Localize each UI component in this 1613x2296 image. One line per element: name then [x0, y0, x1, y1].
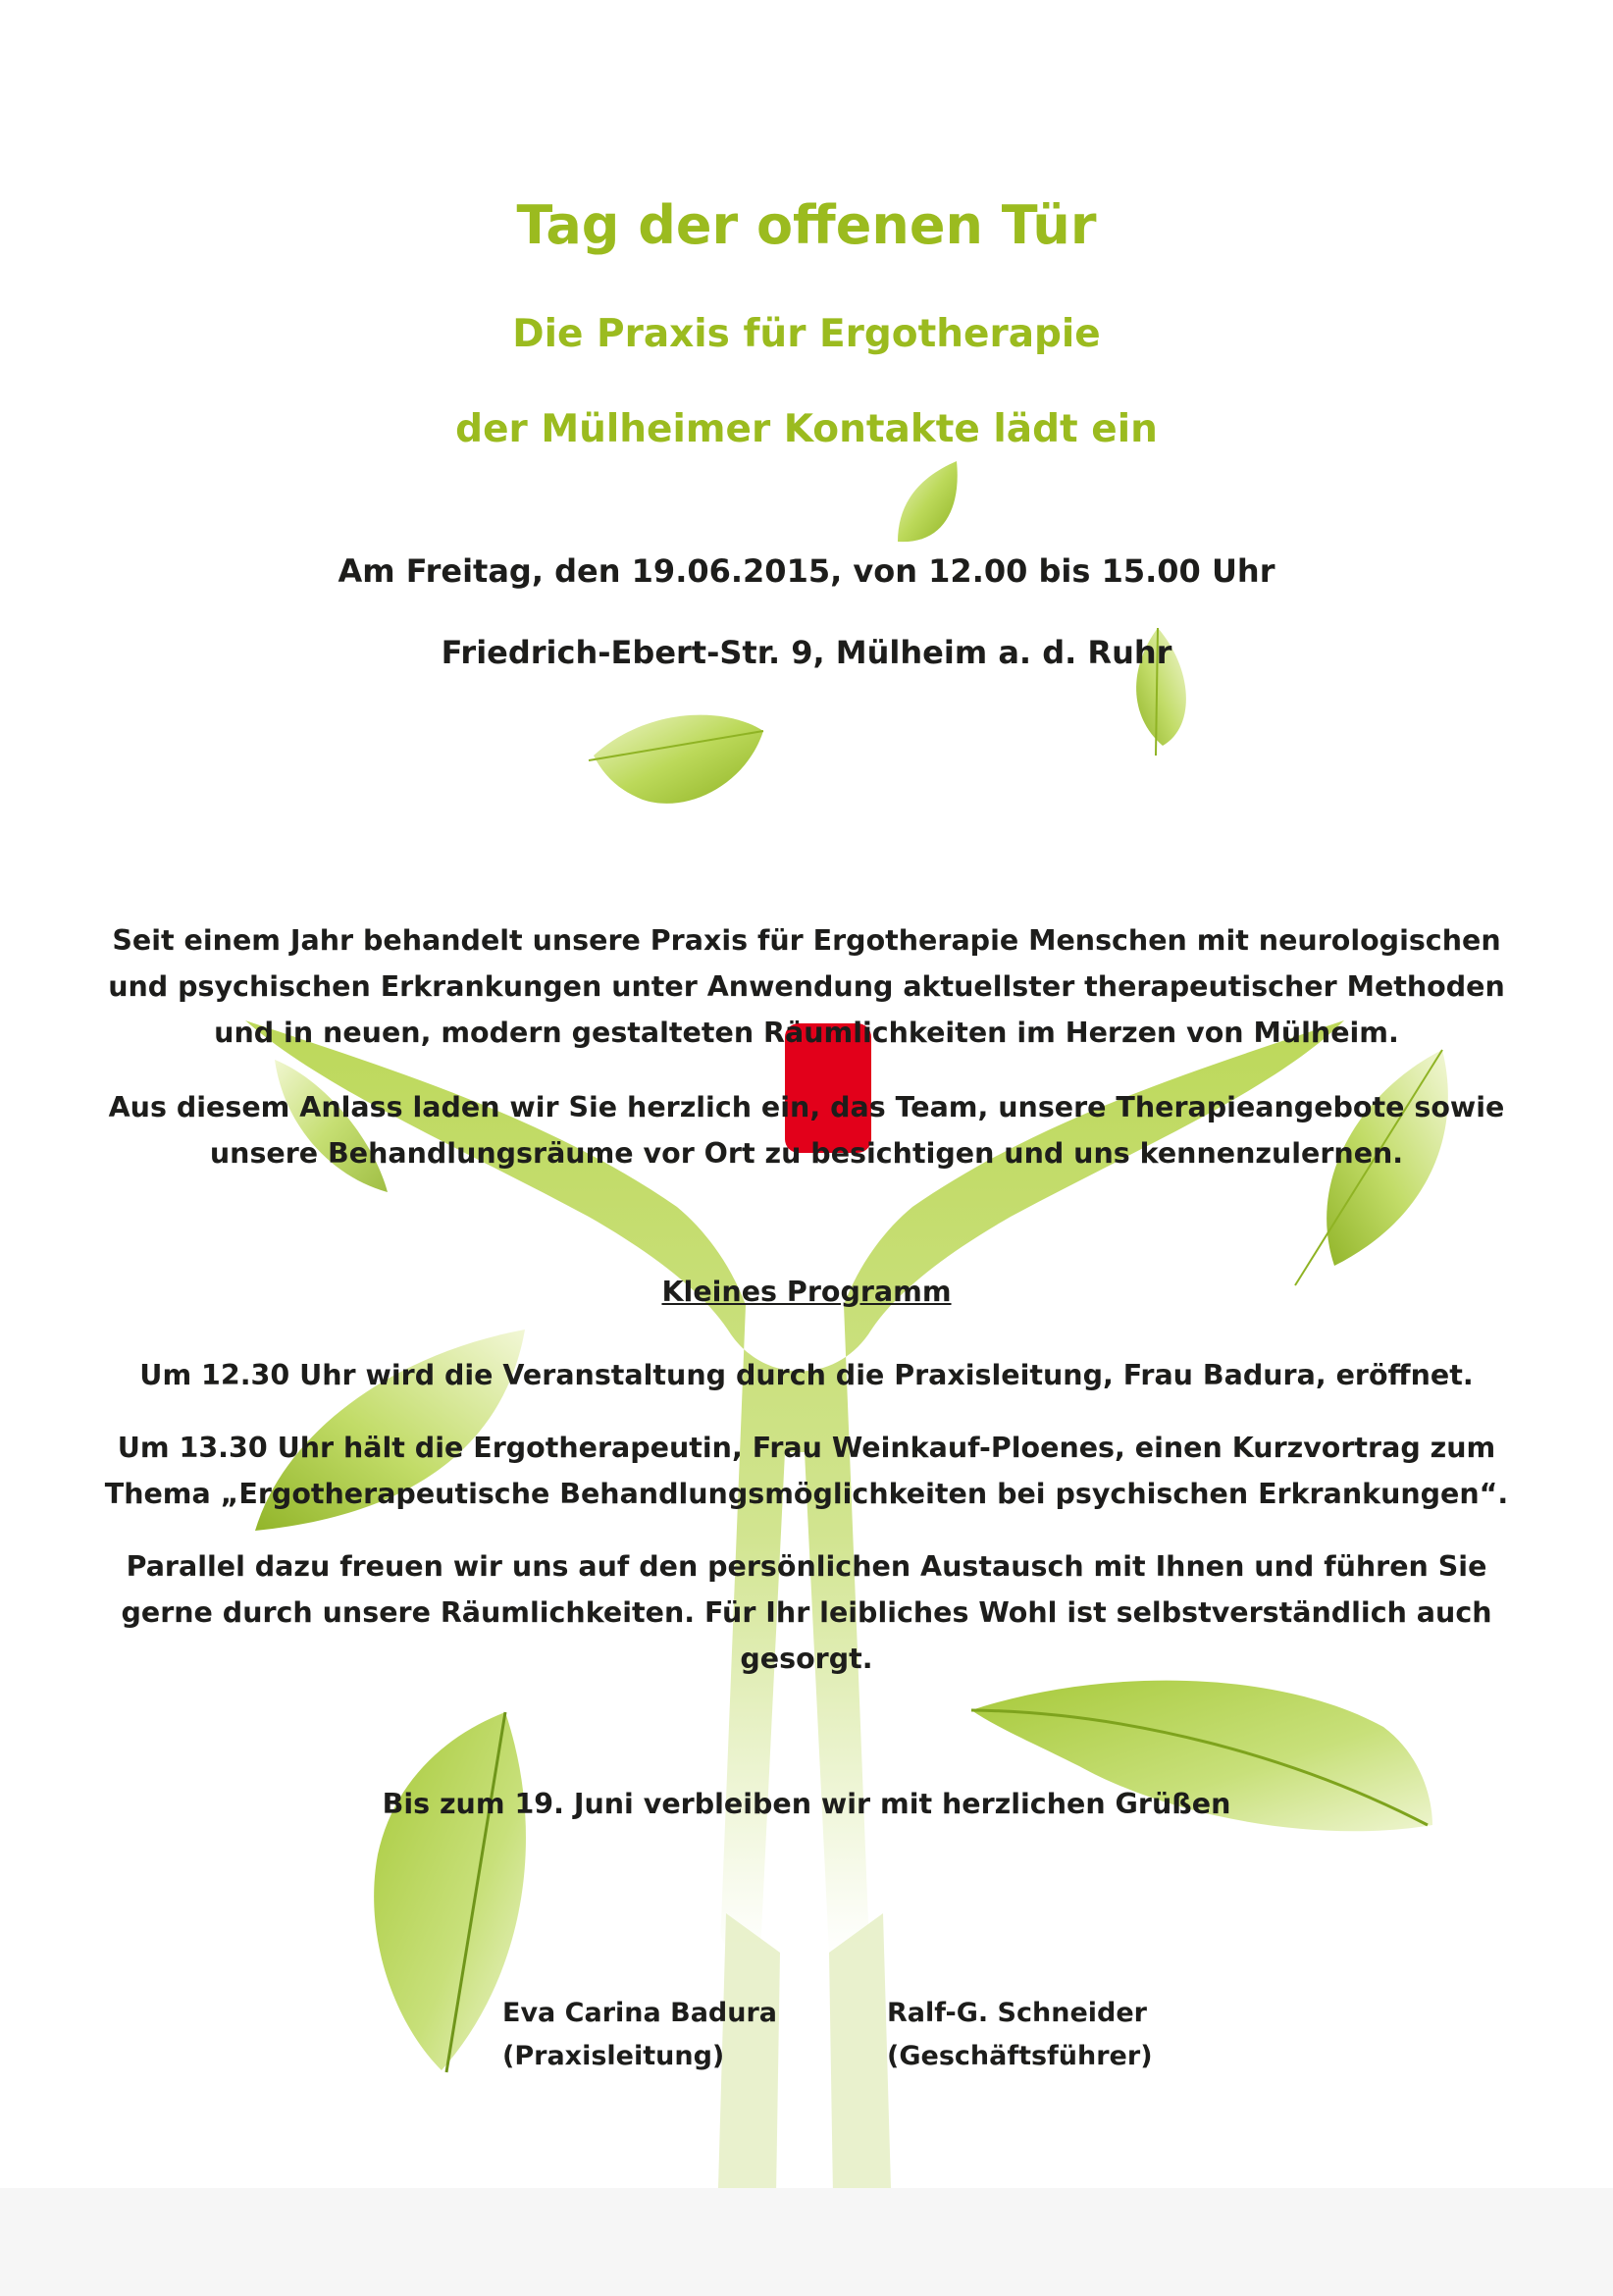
signature-name: Eva Carina Badura: [502, 1998, 777, 2028]
program-item-1: Um 12.30 Uhr wird die Veranstaltung durch die Praxisleitung, Frau Badura, eröffnet.: [139, 1359, 1474, 1391]
page-title: Tag der offenen Tür: [516, 194, 1097, 256]
program-item-3-line-2: gerne durch unsere Räumlichkeiten. Für Ihr leibliches Wohl ist selbstverständlich auch: [121, 1596, 1492, 1629]
signature-right: [887, 1992, 1153, 2078]
program-item-2-line-1: Um 13.30 Uhr hält die Ergotherapeutin, Frau Weinkauf-Ploenes, einen Kurzvortrag zum: [117, 1432, 1496, 1464]
event-date-time: Am Freitag, den 19.06.2015, von 12.00 bis 15.00 Uhr: [338, 552, 1275, 590]
signature-role: (Geschäftsführer): [887, 2041, 1153, 2071]
program-heading: Kleines Programm: [661, 1276, 952, 1308]
event-address: Friedrich-Ebert-Str. 9, Mülheim a. d. Ruhr: [441, 634, 1172, 671]
intro-paragraph-1-line-2: und psychischen Erkrankungen unter Anwendung aktuellster therapeutischer Methoden: [108, 970, 1505, 1003]
closing-greeting: Bis zum 19. Juni verbleiben wir mit herzlichen Grüßen: [382, 1788, 1231, 1820]
signature-role: (Praxisleitung): [502, 2041, 725, 2071]
subtitle-line-2: der Mülheimer Kontakte lädt ein: [455, 407, 1158, 451]
subtitle-line-1: Die Praxis für Ergotherapie: [512, 312, 1101, 356]
signature-left: [502, 1992, 777, 2078]
intro-paragraph-1-line-3: und in neuen, modern gestalteten Räumlichkeiten im Herzen von Mülheim.: [214, 1017, 1399, 1049]
signature-name: Ralf-G. Schneider: [887, 1998, 1147, 2028]
program-item-3-line-1: Parallel dazu freuen wir uns auf den persönlichen Austausch mit Ihnen und führen Sie: [126, 1550, 1487, 1583]
intro-paragraph-2-line-1: Aus diesem Anlass laden wir Sie herzlich ein, das Team, unsere Therapieangebote sowie: [108, 1091, 1505, 1123]
program-item-2-line-2: Thema „Ergotherapeutische Behandlungsmöglichkeiten bei psychischen Erkrankungen“.: [104, 1478, 1509, 1510]
intro-paragraph-1-line-1: Seit einem Jahr behandelt unsere Praxis für Ergotherapie Menschen mit neurologischen: [112, 924, 1501, 957]
intro-paragraph-2-line-2: unsere Behandlungsräume vor Ort zu besichtigen und uns kennenzulernen.: [209, 1137, 1404, 1170]
program-item-3-line-3: gesorgt.: [740, 1643, 873, 1675]
